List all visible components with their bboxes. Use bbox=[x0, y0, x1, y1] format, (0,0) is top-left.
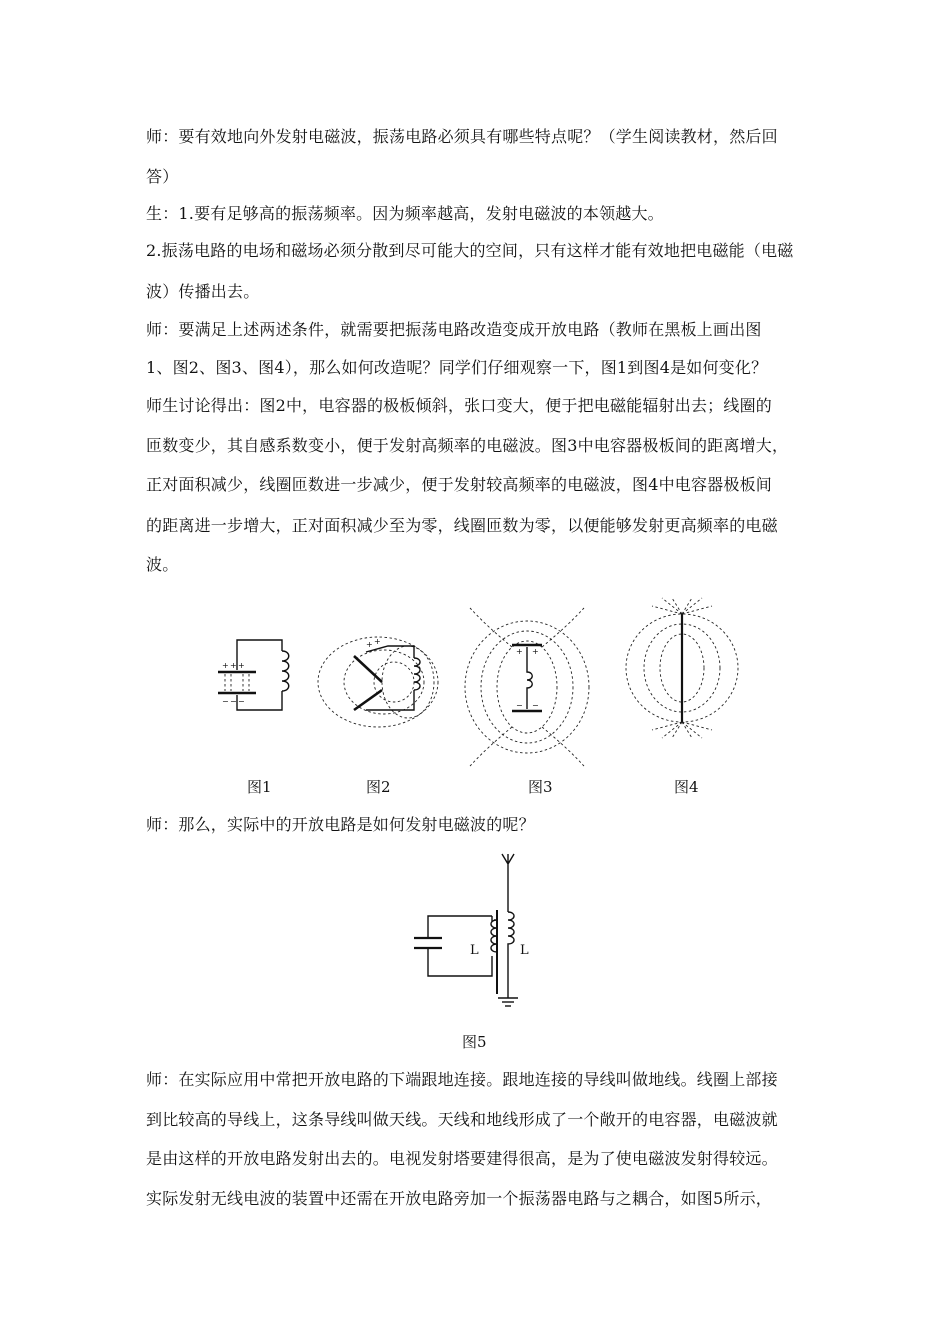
para-4-line-1: 师：要满足上述两述条件，就需要把振荡电路改造变成开放电路（教师在黑板上画出图 bbox=[146, 320, 762, 339]
para-5-line-3: 正对面积减少，线圈匝数进一步减少，便于发射较高频率的电磁波，图4中电容器极板间 bbox=[146, 475, 772, 494]
plus-sign: + bbox=[230, 661, 237, 670]
para-4-line-2: 1、图2、图3、图4），那么如何改造呢？同学们仔细观察一下，图1到图4是如何变化？ bbox=[146, 358, 768, 377]
para-7-line-2: 到比较高的导线上，这条导线叫做天线。天线和地线形成了一个敞开的电容器，电磁波就 bbox=[146, 1110, 778, 1129]
figure-5-caption: 图5 bbox=[462, 1033, 487, 1051]
para-5-line-1: 师生讨论得出：图2中，电容器的极板倾斜，张口变大，便于把电磁能辐射出去；线圈的 bbox=[146, 396, 772, 415]
figure-4-dipole bbox=[622, 598, 742, 738]
minus-sign: − bbox=[532, 701, 539, 710]
para-7-line-4: 实际发射无线电波的装置中还需在开放电路旁加一个振荡器电路与之耦合，如图5所示， bbox=[146, 1189, 772, 1208]
minus-sign: − bbox=[230, 697, 237, 706]
plus-sign: + bbox=[516, 647, 523, 656]
para-5-line-4: 的距离进一步增大，正对面积减少至为零，线圈匝数为零，以便能够发射更高频率的电磁 bbox=[146, 516, 778, 535]
figure-3-caption: 图3 bbox=[528, 778, 553, 796]
figure-3-open-capacitor bbox=[462, 612, 592, 762]
minus-sign: − bbox=[222, 697, 229, 706]
figure-2-caption: 图2 bbox=[366, 778, 391, 796]
plus-sign: + bbox=[238, 661, 245, 670]
plus-sign: + bbox=[366, 640, 373, 649]
para-6-line-1: 师：那么，实际中的开放电路是如何发射电磁波的呢？ bbox=[146, 815, 535, 834]
figure-1-caption: 图1 bbox=[247, 778, 272, 796]
para-7-line-3: 是由这样的开放电路发射出去的。电视发射塔要建得很高，是为了使电磁波发射得较远。 bbox=[146, 1149, 778, 1168]
para-1-line-2: 答） bbox=[146, 167, 179, 186]
figure-5-antenna-circuit bbox=[406, 852, 536, 1032]
para-5-line-5: 波。 bbox=[146, 555, 179, 574]
figure-2-tilted-capacitor bbox=[316, 632, 446, 732]
para-5-line-2: 匝数变少，其自感系数变小，便于发射高频率的电磁波。图3中电容器极板间的距离增大， bbox=[146, 436, 789, 455]
minus-sign: − bbox=[238, 697, 245, 706]
plus-sign: + bbox=[374, 637, 381, 646]
inductor-label-left: L bbox=[470, 943, 479, 958]
para-1-line-1: 师：要有效地向外发射电磁波，振荡电路必须具有哪些特点呢？（学生阅读教材，然后回 bbox=[146, 127, 778, 146]
inductor-label-right: L bbox=[520, 943, 529, 958]
para-3-line-1: 2.振荡电路的电场和磁场必须分散到尽可能大的空间，只有这样才能有效地把电磁能（电磁 bbox=[146, 241, 794, 260]
para-3-line-2: 波）传播出去。 bbox=[146, 282, 260, 301]
plus-sign: + bbox=[222, 661, 229, 670]
figure-1-lc-circuit bbox=[210, 635, 300, 715]
plus-sign: + bbox=[532, 647, 539, 656]
figure-4-caption: 图4 bbox=[674, 778, 699, 796]
para-7-line-1: 师：在实际应用中常把开放电路的下端跟地连接。跟地连接的导线叫做地线。线圈上部接 bbox=[146, 1070, 778, 1089]
minus-sign: − bbox=[516, 701, 523, 710]
para-2-line-1: 生：1.要有足够高的振荡频率。因为频率越高，发射电磁波的本领越大。 bbox=[146, 204, 664, 223]
